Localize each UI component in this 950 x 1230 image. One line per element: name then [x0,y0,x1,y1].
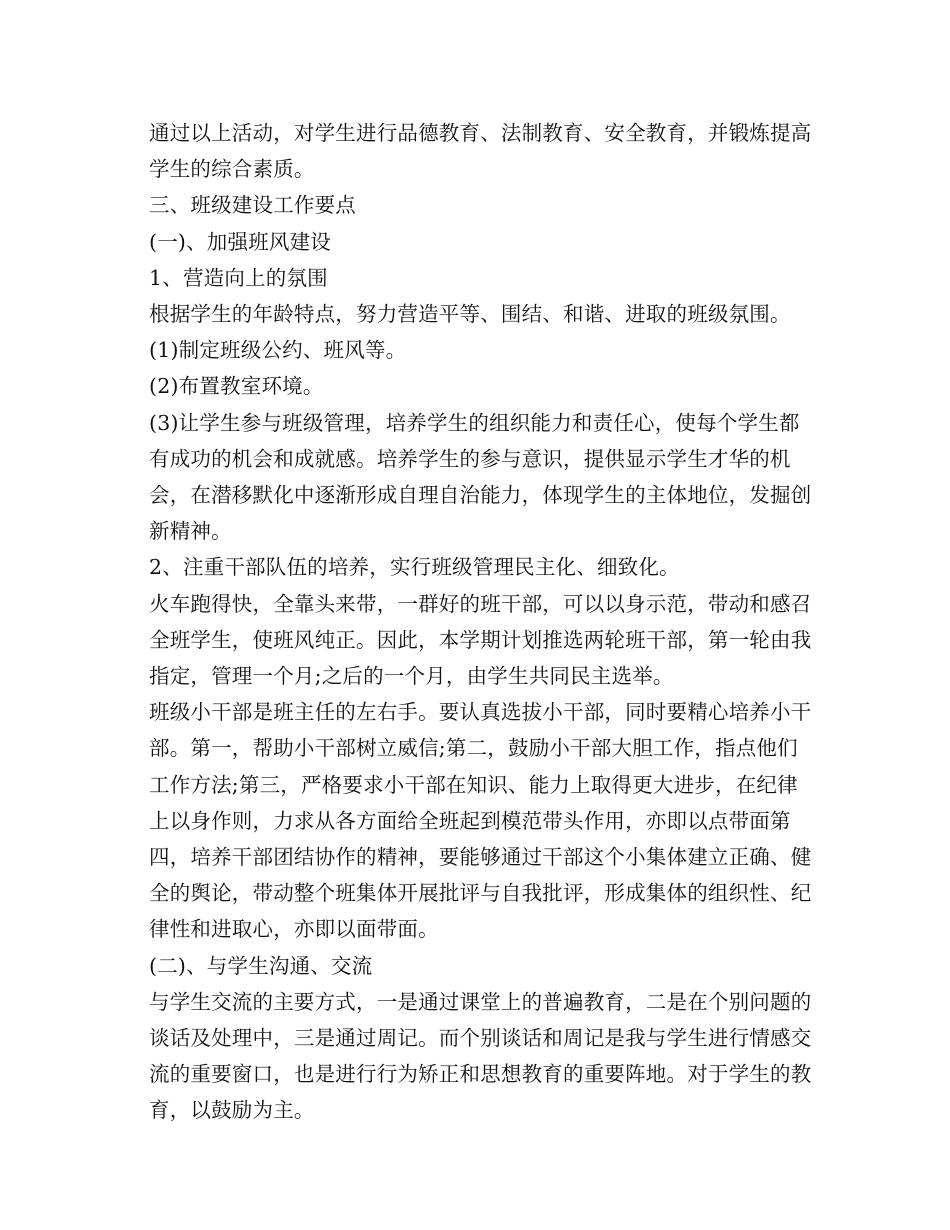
section-heading-class-building: 三、班级建设工作要点 [149,193,356,218]
list-item-classroom-environment: (2)布置教室环境。 [149,374,324,399]
paragraph-activities-summary: 通过以上活动，对学生进行品德教育、法制教育、安全教育，并锻炼提高学生的综合素质。 [149,121,812,182]
item-heading-cadre-training: 2、注重干部队伍的培养，实行班级管理民主化、细致化。 [149,555,680,580]
subsection-heading-communication: (二)、与学生沟通、交流 [149,953,373,978]
paragraph-cadre-cultivation: 班级小干部是班主任的左右手。要认真选拔小干部，同时要精心培养小干部。第一，帮助小干部树立威信;第二，鼓励小干部大胆工作，指点他们工作方法;第三，严格要求小干部在知识、能力上取得更大进步，在纪律上以身作则，力求从各方面给全班起到模范带头作用，亦即以点带面第四，培养干部团结协作的精神，要能够通过干部这个小集体建立正确、健全的舆论，带动整个班集体开展批评与自我批评，形成集体的组织性、纪律性和进取心，亦即以面带面。 [149,700,812,942]
list-item-class-rules: (1)制定班级公约、班风等。 [149,338,407,363]
document-body [137,115,817,1129]
paragraph-communication: 与学生交流的主要方式，一是通过课堂上的普遍教育，二是在个别问题的谈话及处理中，三是通过周记。而个别谈话和周记是我与学生进行情感交流的重要窗口，也是进行行为矫正和思想教育的重要阵地。对于学生的教育，以鼓励为主。 [149,989,812,1123]
paragraph-atmosphere: 根据学生的年龄特点，努力营造平等、围结、和谐、进取的班级氛围。 [149,302,791,327]
paragraph-cadre-selection: 火车跑得快，全靠头来带，一群好的班干部，可以以身示范，带动和感召全班学生，使班风纯正。因此，本学期计划推选两轮班干部，第一轮由我指定，管理一个月;之后的一个月，由学生共同民主选举。 [149,591,812,689]
subsection-heading-class-style: (一)、加强班风建设 [149,229,331,254]
list-item-student-participation: (3)让学生参与班级管理，培养学生的组织能力和责任心，使每个学生都有成功的机会和成就感。培养学生的参与意识，提供显示学生才华的机会，在潜移默化中逐渐形成自理自治能力，体现学生的主体地位，发掘创新精神。 [149,410,812,544]
item-heading-atmosphere: 1、营造向上的氛围 [149,265,328,290]
